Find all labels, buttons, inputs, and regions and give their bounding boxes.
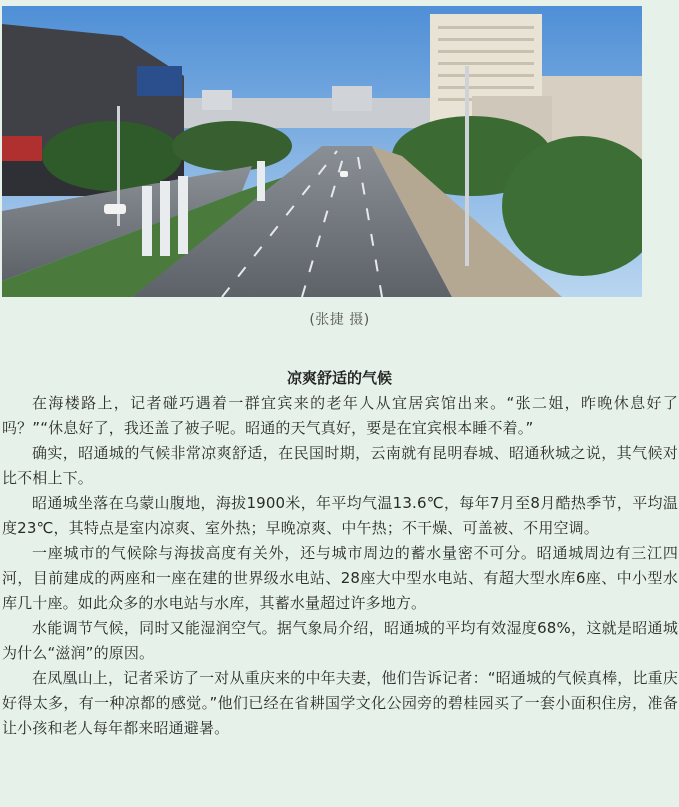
paragraph: 一座城市的气候除与海拔高度有关外，还与城市周边的蓄水量密不可分。昭通城周边有三江四河，目前建成的两座和一座在建的世界级水电站、28座大中型水电站、有超大型水库6座、中小型水库几十座。如此众多的水电站与水库，其蓄水量超过许多地方。 xyxy=(2,544,678,612)
paragraph: 昭通城坐落在乌蒙山腹地，海拔1900米，年平均气温13.6℃，每年7月至8月酷热季节，平均温度23℃，其特点是室内凉爽、室外热；早晚凉爽、中午热；不干燥、可盖被、不用空调。 xyxy=(2,494,678,537)
photo-caption: (张捷 摄) xyxy=(309,312,370,328)
paragraph: 水能调节气候，同时又能湿润空气。据气象局介绍，昭通城的平均有效湿度68%，这就是昭通城为什么“滋润”的原因。 xyxy=(2,619,678,662)
paragraph: 在海楼路上，记者碰巧遇着一群宜宾来的老年人从宜居宾馆出来。“张二姐，昨晚休息好了吗？”“休息好了，我还盖了被子呢。昭通的天气真好，要是在宜宾根本睡不着。” xyxy=(2,394,678,437)
street-photo xyxy=(2,6,642,297)
paragraph: 在凤凰山上，记者采访了一对从重庆来的中年夫妻，他们告诉记者：“昭通城的气候真棒，比重庆好得太多，有一种凉都的感觉。”他们已经在省耕国学文化公园旁的碧桂园买了一套小面积住房，准备让小孩和老人每年都来昭通避暑。 xyxy=(2,669,678,737)
paragraph: 确实，昭通城的气候非常凉爽舒适，在民国时期，云南就有昆明春城、昭通秋城之说，其气候对比不相上下。 xyxy=(2,444,678,487)
section-heading: 凉爽舒适的气候 xyxy=(286,369,392,387)
article-body xyxy=(2,391,678,741)
